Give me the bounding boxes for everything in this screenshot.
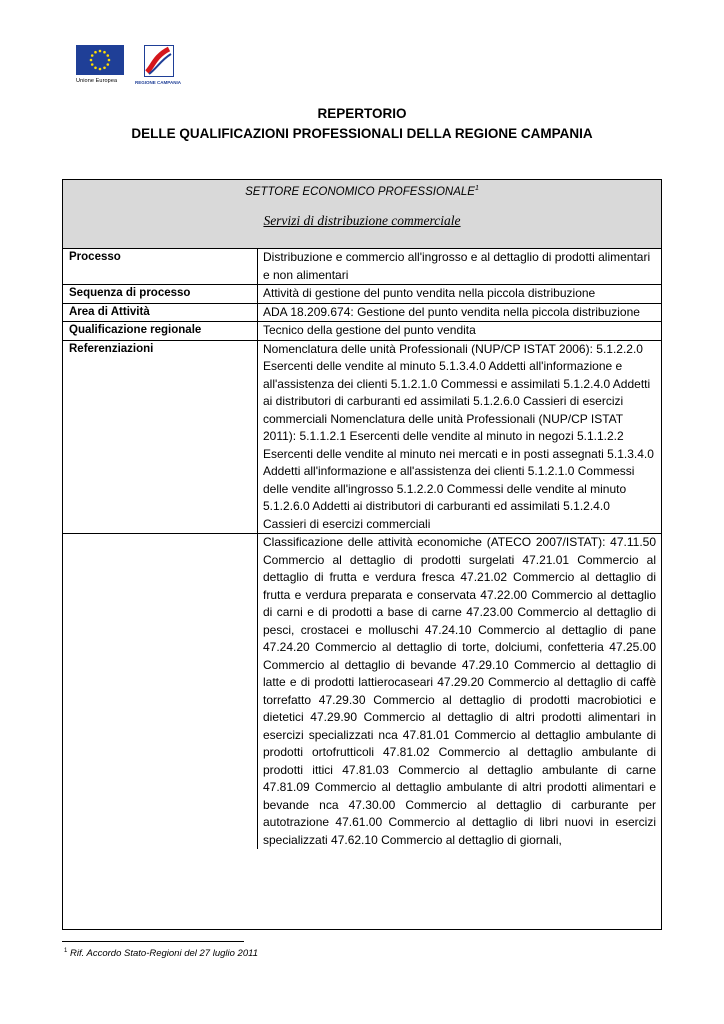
table-row: [63, 249, 661, 285]
row-value: Nomenclatura delle unità Professionali (NUP/CP ISTAT 2006): 5.1.2.2.0 Esercenti delle vendite al minuto 5.1.3.4.0 Addetti all'informazione e all'assistenza dei clienti 5.1.2.1.0 Commessi e assimilati 5.1.2.4.0 Addetti ai distributori di carburanti ed assimilati 5.1.2.6.0 Cassieri di esercizi commerciali Nomenclatura delle unità Professionali (NUP/CP ISTAT 2011): 5.1.1.2.1 Esercenti delle vendite al minuto in negozi 5.1.1.2.2 Esercenti delle vendite al minuto nei mercati e in posti assegnati 5.1.3.4.0 Addetti all'informazione e all'assistenza dei clienti 5.1.2.1.0 Commessi delle vendite all'ingrosso 5.1.2.2.0 Commessi delle vendite al minuto 5.1.2.6.0 Addetti ai distributori di carburanti ed assimilati 5.1.2.4.0 Cassieri di esercizi commerciali: [263, 341, 654, 531]
title-line-2: DELLE QUALIFICAZIONI PROFESSIONALI DELLA REGIONE CAMPANIA: [131, 126, 593, 141]
row-label: Qualificazione regionale: [63, 322, 258, 340]
row-value: ADA 18.209.674: Gestione del punto vendita nella piccola distribuzione: [263, 304, 640, 319]
qualification-table: [62, 179, 662, 930]
regione-campania-logo: [134, 45, 182, 85]
footnote-divider: [62, 941, 244, 942]
row-label: Sequenza di processo: [63, 285, 258, 303]
footnote-ref[interactable]: 1: [474, 185, 479, 192]
row-label: Area di Attività: [63, 304, 258, 322]
table-row: [63, 534, 661, 849]
sector-subtitle: Servizi di distribuzione commerciale: [263, 212, 461, 228]
eu-logo: [76, 45, 124, 84]
regione-caption: REGIONE CAMPANIA: [135, 80, 181, 85]
sector-title: [63, 180, 661, 198]
table-header: [63, 180, 661, 249]
eu-caption: Unione Europea: [76, 78, 118, 84]
row-value: Distribuzione e commercio all'ingrosso e al dettaglio di prodotti alimentari e non alimentari: [263, 250, 651, 282]
row-value: Tecnico della gestione del punto vendita: [263, 323, 476, 337]
eu-flag-icon: [76, 45, 124, 75]
footnote-mark: 1: [64, 948, 68, 954]
footnote-text: Rif. Accordo Stato-Regioni del 27 luglio 2011: [69, 948, 258, 960]
sector-title-text: SETTORE ECONOMICO PROFESSIONALE: [245, 185, 475, 198]
table-row: [63, 322, 661, 341]
regione-shield-icon: [144, 45, 174, 77]
footnote: [64, 948, 258, 959]
row-value: Classificazione delle attività economiche (ATECO 2007/ISTAT): 47.11.50 Commercio al dettaglio di prodotti surgelati 47.21.01 Commercio al dettaglio di frutta e verdura fresca 47.21.02 Commercio al dettaglio di frutta e verdura preparata e conservata 47.22.00 Commercio al dettaglio di carni e di prodotti a base di carne 47.23.00 Commercio al dettaglio di pesci, crostacei e molluschi 47.24.10 Commercio al dettaglio di pane 47.24.20 Commercio al dettaglio di torte, dolciumi, confetteria 47.25.00 Commercio al dettaglio di bevande 47.29.10 Commercio al dettaglio di latte e di prodotti lattierocaseari 47.29.20 Commercio al dettaglio di caffè torrefatto 47.29.30 Commercio al dettaglio di prodotti macrobiotici e dietetici 47.29.90 Commercio al dettaglio di altri prodotti alimentari in esercizi specializzati nca 47.81.01 Commercio al dettaglio ambulante di prodotti ortofrutticoli 47.81.02 Commercio al dettaglio ambulante di prodotti ittici 47.81.03 Commercio al dettaglio ambulante di carne 47.81.09 Commercio al dettaglio ambulante di altri prodotti alimentari e bevande nca 47.30.00 Commercio al dettaglio di carburante per autotrazione 47.61.00 Commercio al dettaglio di libri nuovi in esercizi specializzati 47.62.10 Commercio al dettaglio di giornali,: [263, 535, 656, 847]
table-row: [63, 304, 661, 323]
row-value: Attività di gestione del punto vendita nella piccola distribuzione: [263, 286, 596, 300]
table-row: [63, 341, 661, 535]
row-label: Processo: [63, 249, 258, 284]
table-row: [63, 285, 661, 304]
document-title: [0, 104, 724, 144]
row-label: [63, 534, 258, 849]
row-label: Referenziazioni: [63, 341, 258, 534]
title-line-1: REPERTORIO: [317, 106, 407, 121]
